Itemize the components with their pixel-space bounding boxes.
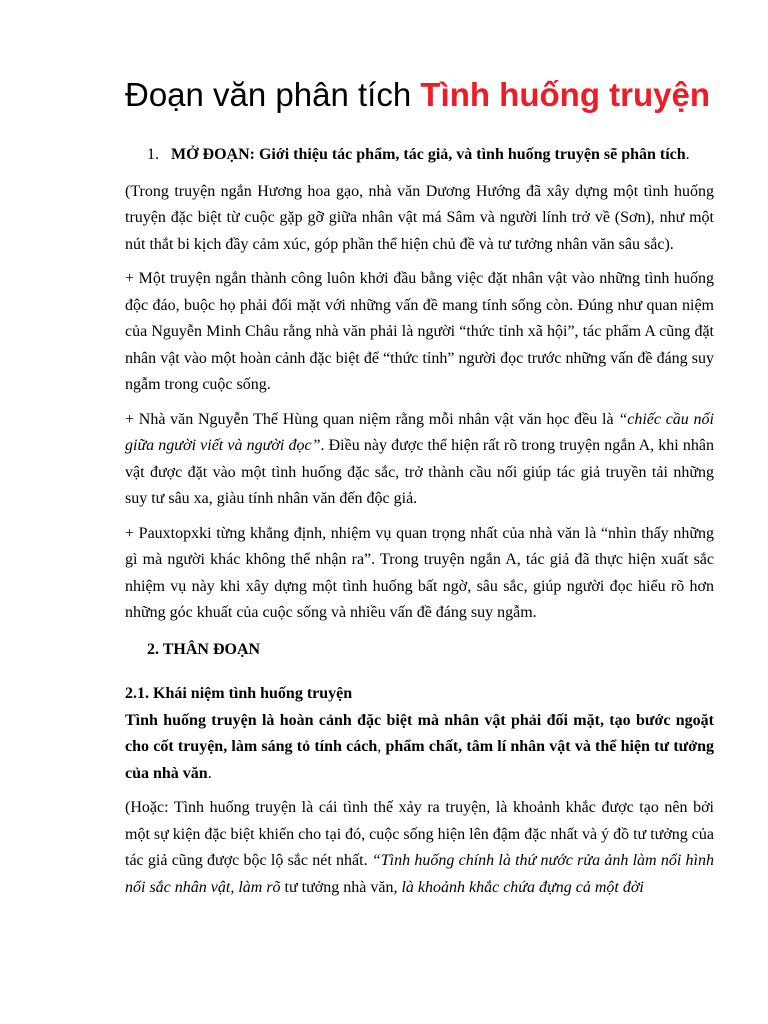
section-1-heading [125, 142, 714, 169]
subsection-2-1-heading [125, 681, 714, 708]
alt-quote-1: “Tình huống chính là thứ nước rửa ảnh làm nổi hình nổi sắc nhân vật, làm rõ [125, 852, 714, 896]
definition-tail: . [207, 764, 212, 782]
section-2-heading-text: 2. THÂN ĐOẠN [147, 640, 261, 658]
title-prefix: Đoạn văn phân tích [125, 76, 421, 113]
paragraph-nguyen-minh-chau: + Một truyện ngắn thành công luôn khởi đầu bằng việc đặt nhân vật vào những tình huống độc đáo, buộc họ phải đối mặt với những vấn đề mang tính sống còn. Đúng như quan niệm của Nguyễn Minh Châu rằng nhà văn phải là người “thức tỉnh xã hội”, tác phẩm A cũng đặt nhân vật vào một hoàn cảnh đặc biệt để “thức tỉnh” người đọc trước những vấn đề đáng suy ngẫm trong cuộc sống. [125, 270, 714, 393]
title-highlight: Tình huống truyện [420, 76, 710, 113]
alt-mid: tư tưởng nhà văn [280, 878, 394, 896]
definition-paragraph [125, 708, 714, 788]
subsection-2-1-text: 2.1. Khái niệm tình huống truyện [125, 685, 353, 702]
section-1-heading-text: MỞ ĐOẠN: Giới thiệu tác phẩm, tác giả, và tình huống truyện sẽ phân tích [171, 146, 686, 163]
alt-quote-2: , là khoảnh khắc chứa đựng cả một đời [393, 878, 644, 896]
section-2-heading [125, 637, 714, 664]
document-content [125, 76, 714, 909]
section-1-heading-tail: . [685, 146, 690, 163]
p3-quote: “chiếc cầu nối giữa người viết và người đọc” [125, 410, 714, 454]
paragraph-nguyen-the-hung [125, 407, 714, 513]
alternative-definition-paragraph [125, 795, 714, 901]
paragraph-intro: (Trong truyện ngắn Hương hoa gạo, nhà văn Dương Hướng đã xây dựng một tình huống truyện đặc biệt từ cuộc gặp gỡ giữa nhân vật má Sâm và người lính trở về (Sơn), như một nút thắt bi kịch đầy cảm xúc, góp phần thể hiện chủ đề và tư tưởng nhân văn sâu sắc). [125, 182, 714, 253]
definition-sep: , [377, 738, 386, 755]
p3-before: + Nhà văn Nguyễn Thế Hùng quan niệm rằng mỗi nhân vật văn học đều là [125, 410, 619, 428]
paragraph-pauxtopxki: + Pauxtopxki từng khẳng định, nhiệm vụ quan trọng nhất của nhà văn là “nhìn thấy những gì mà người khác không thể nhận ra”. Trong truyện ngắn A, tác giả đã thực hiện xuất sắc nhiệm vụ này khi xây dựng một tình huống bất ngờ, sâu sắc, giúp người đọc hiểu rõ hơn những góc khuất của cuộc sống và nhiều vấn đề đáng suy ngẫm. [125, 524, 714, 621]
definition-part2: phẩm chất, tâm lí nhân vật và thể hiện tư tưởng của nhà văn [125, 738, 715, 782]
page-title [125, 76, 714, 114]
alt-before: (Hoặc: Tình huống truyện là cái tình thế xảy ra truyện, là khoảnh khắc được tạo nên bởi một sự kiện đặc biệt khiến cho tại đó, cuộc sống hiện lên đậm đặc nhất và ý đồ tư tưởng của tác giả cũng được bộc lộ sắc nét nhất. [125, 799, 714, 869]
p3-after: . Điều này được thể hiện rất rõ trong truyện ngắn A, khi nhân vật được đặt vào một tình huống đặc sắc, trở thành cầu nối giúp tác giả truyền tải những suy tư sâu xa, giàu tính nhân văn đến độc giả. [125, 437, 714, 507]
section-1-number: 1. [147, 146, 159, 163]
definition-part1: Tình huống truyện là hoàn cảnh đặc biệt mà nhân vật phải đối mặt, tạo bước ngoặt cho cốt truyện, làm sáng tỏ tính cách [125, 711, 714, 755]
